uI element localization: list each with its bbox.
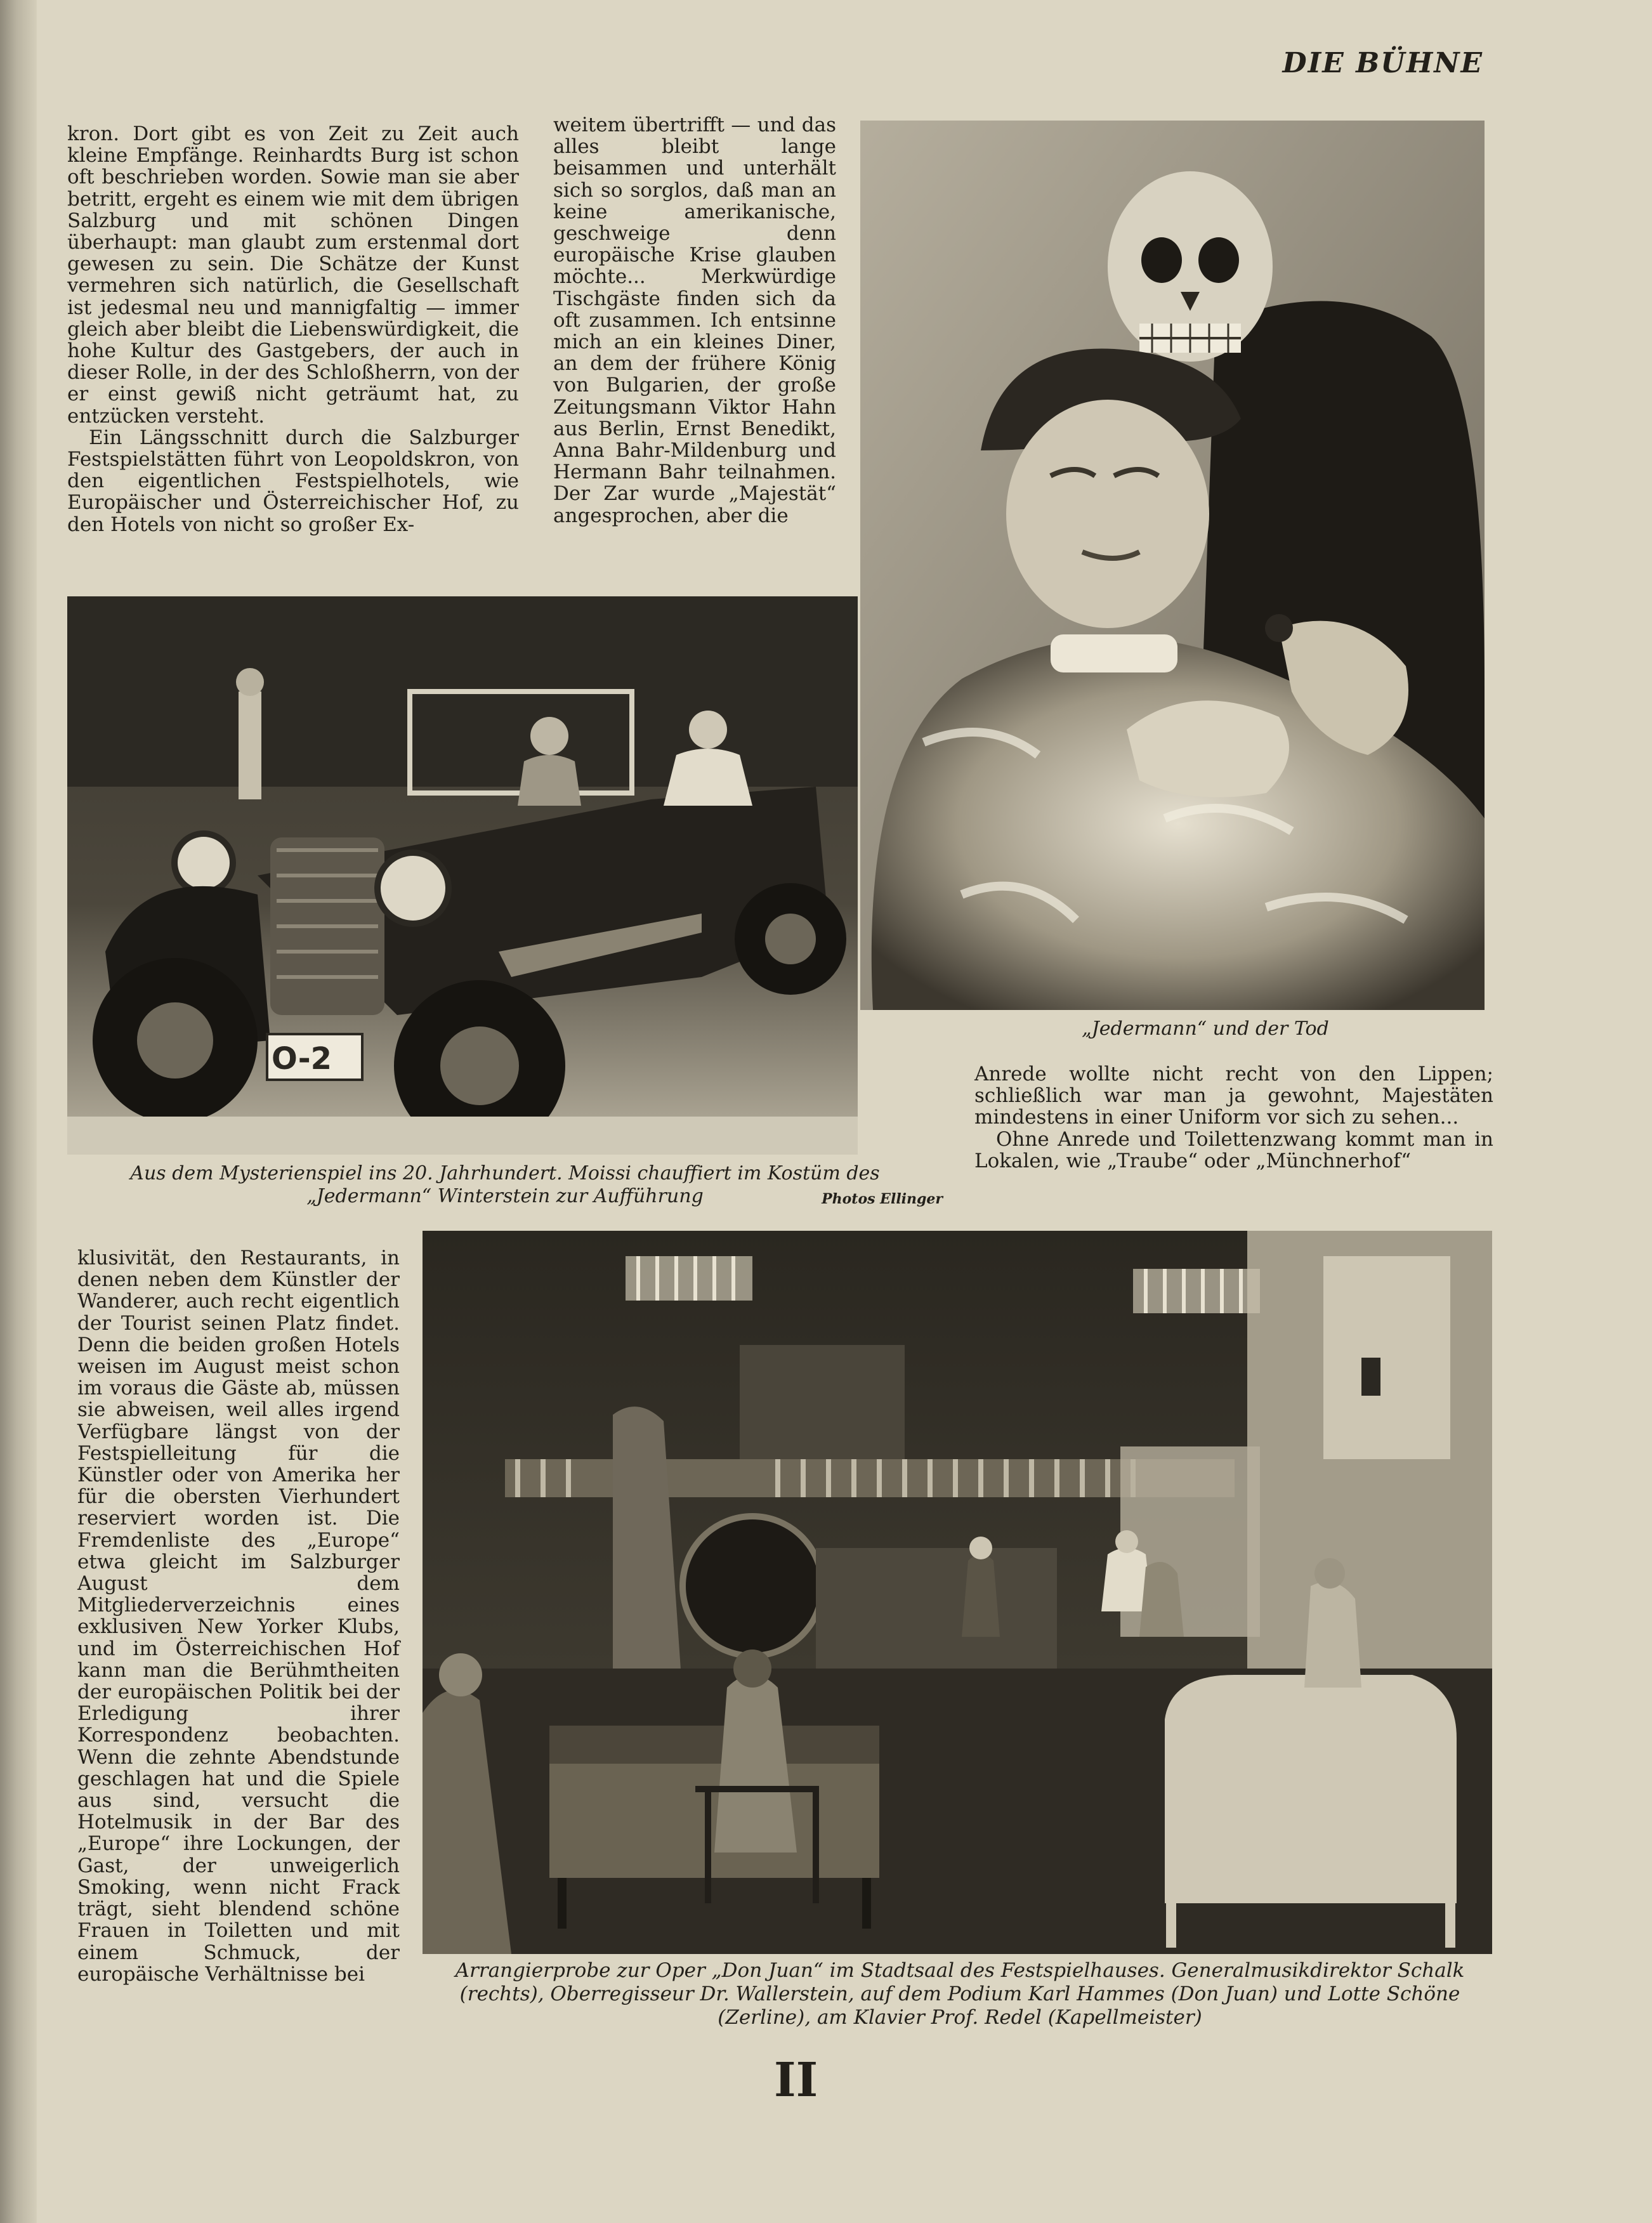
magazine-header: DIE BÜHNE bbox=[1282, 47, 1483, 79]
opera-rehearsal-illustration bbox=[423, 1231, 1492, 1954]
left-bottom-column bbox=[77, 1247, 400, 1985]
car-photo-caption bbox=[67, 1162, 943, 1208]
page-number: II bbox=[774, 2053, 818, 2108]
middle-top-column bbox=[553, 114, 836, 527]
paragraph: Ohne Anrede und Toilettenzwang kommt man in Lokalen, wie „Traube“ oder „Münchnerhof“ bbox=[974, 1127, 1493, 1172]
license-plate: O-2 bbox=[272, 1041, 332, 1077]
photo-credit: Photos Ellinger bbox=[822, 1191, 943, 1207]
car-photo bbox=[67, 596, 858, 1155]
page-binding-edge bbox=[0, 0, 37, 2223]
car-illustration bbox=[67, 596, 858, 1155]
car-caption-line1: Aus dem Mysterienspiel ins 20. Jahrhundert. Moissi chauffiert im Kostüm des bbox=[130, 1162, 880, 1184]
jedermann-death-photo bbox=[860, 121, 1485, 1010]
paragraph: klusivität, den Restaurants, in denen neben dem Künstler der Wanderer, auch recht eigentlich der Tourist seinen Platz findet. Denn die beiden großen Hotels weisen im August meist schon im voraus die Gäste ab, müssen sie abweisen, weil alles irgend Verfügbare längst von der Festspielleitung für die Künstler oder von Amerika her für die obersten Vierhundert reserviert worden ist. Die Fremdenliste des „Europe“ etwa gleicht im Salzburger August dem Mitgliederverzeichnis eines exklusiven New Yorker Klubs, und im Österreichischen Hof kann man die Berühmtheiten der europäischen Politik bei der Erledigung ihrer Korrespondenz beobachten. Wenn die zehnte Abendstunde geschlagen hat und die Spiele aus sind, versucht die Hotelmusik in der Bar des „Europe“ ihre Lockungen, der Gast, der unweigerlich Smoking, wenn nicht Frack trägt, sieht blendend schöne Frauen in Toiletten und mit einem Schmuck, der europäische Verhältnisse bei bbox=[77, 1247, 400, 1986]
car-caption-line2: „Jedermann“ Winterstein zur Aufführung bbox=[306, 1185, 704, 1207]
paragraph: weitem übertrifft — und das alles bleibt lange beisammen und unterhält sich so sorglos, daß man an keine amerikanische, geschweige denn europäische Krise glauben möchte... Merkwürdige Tischgäste finden sich da oft zusammen. Ich entsinne mich an ein kleines Diner, an dem der frühere König von Bulgarien, der große Zeitungsmann Viktor Hahn aus Berlin, Ernst Benedikt, Anna Bahr-Mildenburg und Hermann Bahr teilnahmen. Der Zar wurde „Majestät“ angesprochen, aber die bbox=[553, 114, 836, 527]
paragraph: Anrede wollte nicht recht von den Lippen; schließlich war man ja gewohnt, Majestäten mindestens in einer Uniform vor sich zu sehen... bbox=[974, 1063, 1493, 1129]
paragraph: Ein Längsschnitt durch die Salzburger Festspielstätten führt von Leopoldskron, von den eigentlichen Festspielhotels, wie Europäischer und Österreichischer Hof, zu den Hotels von nicht so großer Ex- bbox=[67, 426, 519, 536]
right-mid-column bbox=[974, 1063, 1493, 1172]
opera-rehearsal-photo bbox=[423, 1231, 1492, 1954]
paragraph: kron. Dort gibt es von Zeit zu Zeit auch kleine Empfänge. Reinhardts Burg ist schon oft beschrieben worden. Sowie man sie aber betritt, ergeht es einem wie mit dem übrigen Salzburg und mit schönen Dingen überhaupt: man glaubt zum erstenmal dort gewesen zu sein. Die Schätze der Kunst vermehren sich natürlich, die Gesellschaft ist jedesmal neu und mannigfaltig — immer gleich aber bleibt die Liebenswürdigkeit, die hohe Kultur des Gastgebers, der auch in dieser Rolle, in der des Schloßherrn, von der er einst gewiß nicht geträumt hat, zu entzücken versteht. bbox=[67, 122, 519, 428]
left-top-column bbox=[67, 123, 519, 535]
jedermann-death-illustration bbox=[860, 121, 1485, 1010]
jedermann-photo-caption: „Jedermann“ und der Tod bbox=[1082, 1018, 1329, 1040]
opera-photo-caption: Arrangierprobe zur Oper „Don Juan“ im Stadtsaal des Festspielhauses. Generalmusikdirektor Schalk (rechts), Oberregisseur Dr. Wallerstein, auf dem Podium Karl Hammes (Don Juan) und Lotte Schöne (Zerline), am Klavier Prof. Redel (Kapellmeister) bbox=[455, 1959, 1465, 2029]
